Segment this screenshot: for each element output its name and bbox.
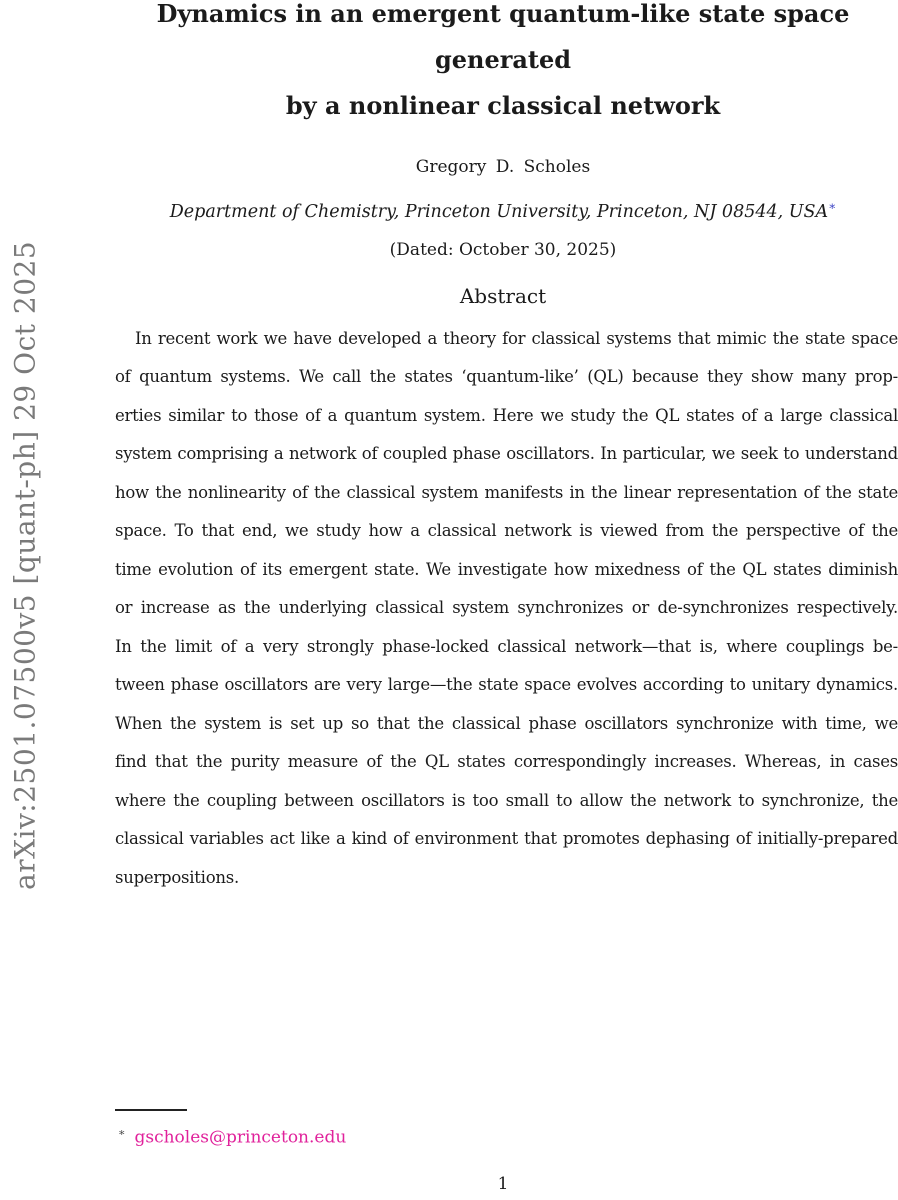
affiliation-footnote-link[interactable]: ∗ — [828, 199, 837, 213]
paper-title-line2: by a nonlinear classical network — [285, 91, 721, 120]
footnote — [118, 1121, 346, 1150]
author-name: Gregory D. Scholes — [415, 157, 591, 177]
abstract-line: of quantum systems. We call the states ‘quantum-like’ (QL) because they show many prop- — [115, 367, 898, 387]
abstract-line: In the limit of a very strongly phase-locked classical network—that is, where couplings be- — [115, 636, 898, 656]
abstract-body — [115, 320, 898, 898]
abstract-line: tween phase oscillators are very large—the state space evolves according to unitary dynamics. — [115, 675, 898, 695]
abstract-line: space. To that end, we study how a classical network is viewed from the perspective of the — [115, 521, 898, 541]
abstract-line: classical variables act like a kind of environment that promotes dephasing of initially-prepared — [115, 829, 898, 849]
abstract-line: superpositions. — [115, 867, 239, 887]
abstract-line: how the nonlinearity of the classical system manifests in the linear representation of the state — [115, 482, 898, 502]
footnote-rule — [115, 1109, 187, 1111]
paper-title — [108, 0, 898, 129]
page-content — [108, 0, 898, 897]
abstract-heading: Abstract — [459, 283, 547, 308]
abstract-line: where the coupling between oscillators is too small to allow the network to synchronize, the — [115, 790, 898, 810]
abstract-line: erties similar to those of a quantum system. Here we study the QL states of a large classical — [115, 405, 898, 425]
paper-title-line1: Dynamics in an emergent quantum-like state space generated — [156, 0, 850, 74]
affiliation — [108, 194, 898, 224]
email-link[interactable]: gscholes@princeton.edu — [134, 1127, 347, 1148]
arxiv-watermark: arXiv:2501.07500v5 [quant-ph] 29 Oct 2025 — [8, 240, 42, 890]
abstract-line: or increase as the underlying classical system synchronizes or de-synchronizes respectively. — [115, 598, 898, 618]
abstract-line: When the system is set up so that the classical phase oscillators synchronize with time, we — [115, 713, 898, 733]
abstract-line: time evolution of its emergent state. We investigate how mixedness of the QL states diminish — [115, 559, 898, 579]
footnote-marker: ∗ — [118, 1126, 126, 1139]
affiliation-text: Department of Chemistry, Princeton University, Princeton, NJ 08544, USA — [169, 201, 829, 222]
date-line: (Dated: October 30, 2025) — [389, 239, 617, 260]
abstract-line: find that the purity measure of the QL states correspondingly increases. Whereas, in cases — [115, 752, 898, 772]
abstract-line: system comprising a network of coupled phase oscillators. In particular, we seek to understand — [115, 444, 898, 464]
page-number: 1 — [497, 1174, 509, 1194]
abstract-line: In recent work we have developed a theory for classical systems that mimic the state space — [135, 328, 898, 348]
